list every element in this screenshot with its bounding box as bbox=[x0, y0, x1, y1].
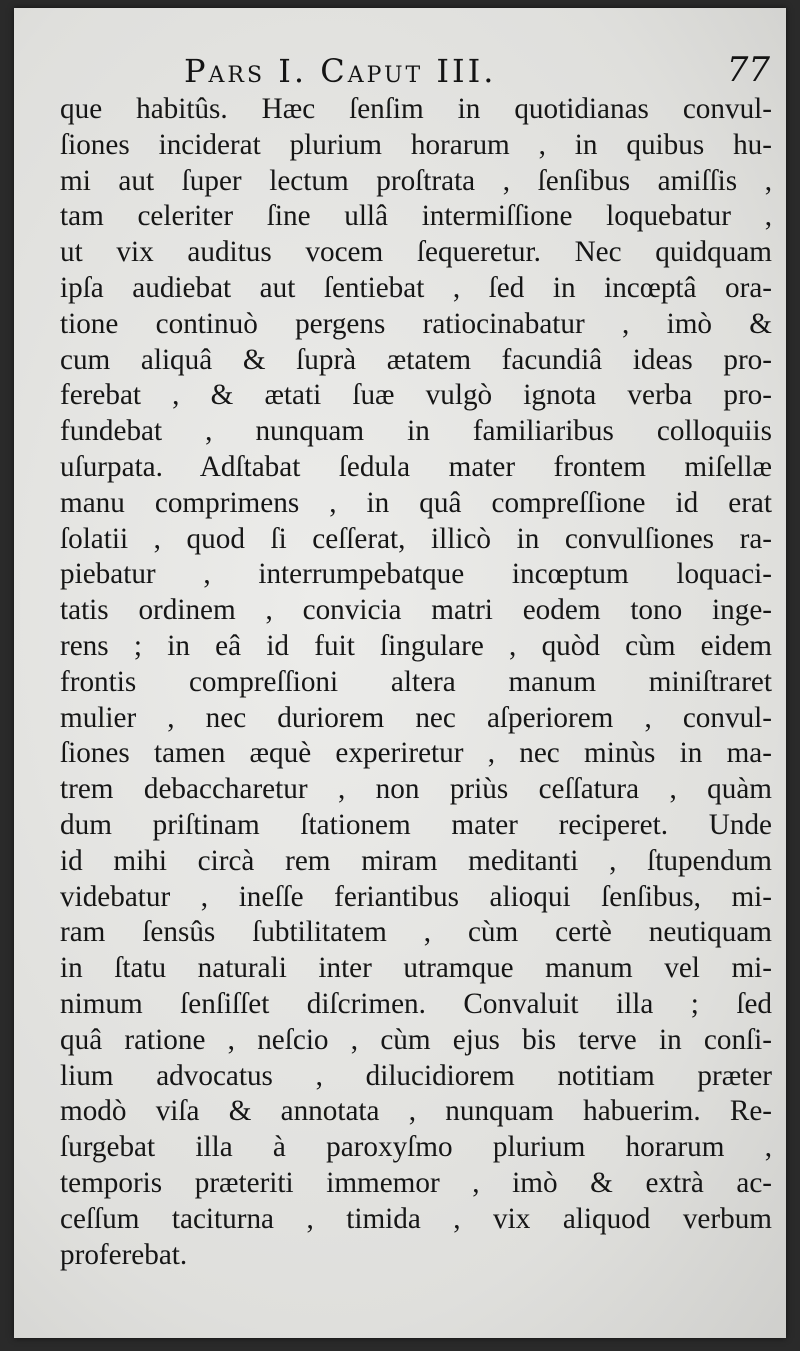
text-line: ſiones tamen æquè experiretur , nec minùs in ma- bbox=[60, 737, 772, 770]
text-line: mi aut ſuper lectum proſtrata , ſenſibus amiſſis , bbox=[60, 164, 772, 197]
text-line: trem debaccharetur , non priùs ceſſatura , quàm bbox=[60, 773, 772, 806]
running-head: Pars I. Caput III. bbox=[184, 52, 497, 90]
body-text bbox=[60, 92, 772, 1273]
text-line: ceſſum taciturna , timida , vix aliquod verbum bbox=[60, 1202, 772, 1235]
text-line: ſiones inciderat plurium horarum , in quibus hu- bbox=[60, 128, 772, 161]
text-line: tione continuò pergens ratiocinabatur , imò & bbox=[60, 307, 772, 340]
text-line: lium advocatus , dilucidiorem notitiam præter bbox=[60, 1059, 772, 1092]
text-line: ſurgebat illa à paroxyſmo plurium horarum , bbox=[60, 1131, 772, 1164]
text-line: tatis ordinem , convicia matri eodem tono inge- bbox=[60, 594, 772, 627]
text-line: que habitûs. Hæc ſenſim in quotidianas convul- bbox=[60, 93, 772, 125]
text-line: uſurpata. Adſtabat ſedula mater frontem miſellæ bbox=[60, 450, 772, 483]
text-line: tam celeriter ſine ullâ intermiſſione loquebatur , bbox=[60, 200, 772, 233]
page-header bbox=[14, 48, 786, 96]
text-line: ſolatii , quod ſi ceſſerat, illicò in convulſiones ra- bbox=[60, 522, 772, 555]
text-line: manu comprimens , in quâ compreſſione id erat bbox=[60, 486, 772, 519]
text-line: frontis compreſſioni altera manum miniſtraret bbox=[60, 665, 772, 698]
text-line: dum priſtinam ſtationem mater reciperet. Unde bbox=[60, 808, 772, 841]
text-line: nimum ſenſiſſet diſcrimen. Convaluit illa ; ſed bbox=[60, 987, 772, 1020]
text-line: modò viſa & annotata , nunquam habuerim. Re- bbox=[60, 1095, 772, 1128]
text-line: in ſtatu naturali inter utramque manum vel mi- bbox=[60, 952, 772, 985]
text-line: ferebat , & ætati ſuæ vulgò ignota verba pro- bbox=[60, 379, 772, 412]
text-line: id mihi circà rem miram meditanti , ſtupendum bbox=[60, 844, 772, 877]
page-number: 77 bbox=[726, 50, 770, 90]
text-line: mulier , nec duriorem nec aſperiorem , convul- bbox=[60, 701, 772, 734]
text-line: ut vix auditus vocem ſequeretur. Nec quidquam bbox=[60, 236, 772, 269]
text-line: fundebat , nunquam in familiaribus colloquiis bbox=[60, 415, 772, 448]
text-line: videbatur , ineſſe feriantibus alioqui ſenſibus, mi- bbox=[60, 880, 772, 913]
book-page bbox=[14, 8, 786, 1338]
text-line: ram ſensûs ſubtilitatem , cùm certè neutiquam bbox=[60, 916, 772, 949]
text-line: piebatur , interrumpebatque incœptum loquaci- bbox=[60, 558, 772, 591]
text-line: quâ ratione , neſcio , cùm ejus bis terve in conſi- bbox=[60, 1023, 772, 1056]
text-line: cum aliquâ & ſuprà ætatem facundiâ ideas pro- bbox=[60, 343, 772, 376]
text-line: temporis præteriti immemor , imò & extrà ac- bbox=[60, 1166, 772, 1199]
text-line: ipſa audiebat aut ſentiebat , ſed in incœptâ ora- bbox=[60, 271, 772, 304]
text-line: proferebat. bbox=[60, 1238, 188, 1271]
text-line: rens ; in eâ id fuit ſingulare , quòd cùm eidem bbox=[60, 629, 772, 662]
